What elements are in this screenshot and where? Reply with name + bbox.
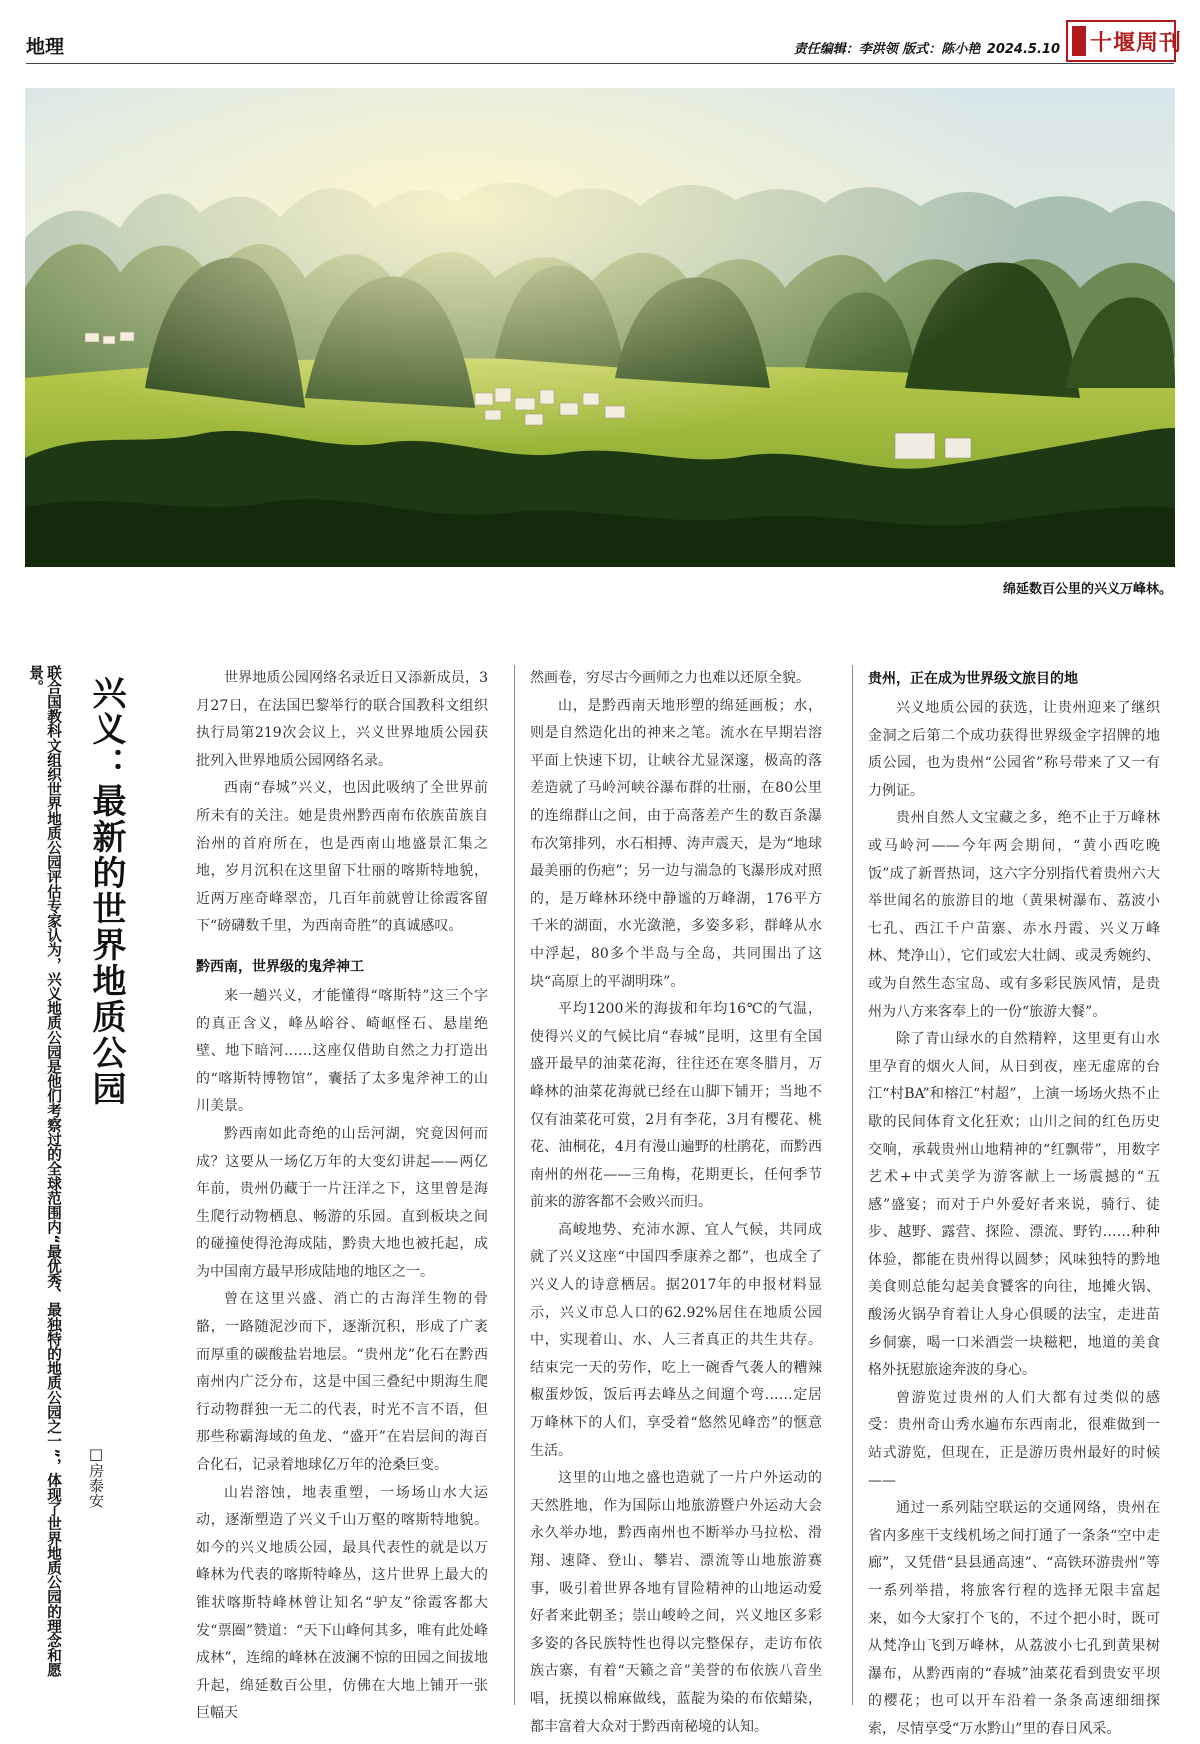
- paragraph: 曾游览过贵州的人们大都有过类似的感受：贵州奇山秀水遍布东西南北，很难做到一站式游览，但现在，正是游历贵州最好的时候——: [868, 1389, 1160, 1489]
- paragraph: 西南“春城”兴义，也因此吸纳了全世界前所未有的关注。她是贵州黔西南布依族苗族自治州的首府所在，也是西南山地盛景汇集之地，岁月沉积在这里留下壮丽的喀斯特地貌，近两万座奇峰翠峦，几百年前就曾让徐霞客留下“磅礴数千里，为西南奇胜”的真诚感叹。: [196, 780, 488, 935]
- header-divider: [26, 63, 1174, 64]
- paragraph: 山岩溶蚀，地表重塑，一场场山水大运动，逐渐塑造了兴义千山万壑的喀斯特地貌。如今的兴义地质公园，最具代表性的就是以万峰林为代表的喀斯特峰丛，这片世界上最大的锥状喀斯特峰林曾让知名“驴友”徐霞客都大发“票圈”赞道：“天下山峰何其多，唯有此处峰成林”，连绵的峰林在波澜不惊的田园之间拔地升起，绵延数百公里，仿佛在大地上铺开一张巨幅天: [196, 1484, 488, 1722]
- paragraph: 平均1200米的海拔和年均16℃的气温，使得兴义的气候比肩“春城”昆明，这里有全国盛开最早的油菜花海，往往还在寒冬腊月，万峰林的油菜花海就已经在山脚下铺开；当地不仅有油菜花可赏，2月有李花，3月有樱花、桃花、油桐花，4月有漫山遍野的杜鹃花，而黔西南州的州花——三角梅，花期更长，任何季节前来的游客都不会败兴而归。: [530, 1001, 822, 1211]
- article-title: 兴义：最新的世界地质公园: [86, 675, 126, 1107]
- article-column-1: [196, 665, 488, 1728]
- issue-date: 2024.5.10: [986, 42, 1060, 57]
- paragraph: 曾在这里兴盛、消亡的古海洋生物的骨骼，一路随泥沙而下，逐渐沉积，形成了广袤而厚重的碳酸盐岩地层。“贵州龙”化石在黔西南州内广泛分布，这是中国三叠纪中期海生爬行动物群独一无二的代表，时光不言不语，但那些称霸海域的鱼龙、“盛开”在岩层间的海百合化石，记录着地球亿万年的沧桑巨变。: [196, 1291, 488, 1474]
- photo-caption: 绵延数百公里的兴义万峰林。: [1002, 582, 1172, 597]
- paragraph: 高峻地势、充沛水源、宜人气候，共同成就了兴义这座“中国四季康养之都”，也成全了兴义人的诗意栖居。据2017年的申报材料显示，兴义市总人口的62.92%居住在地质公园中，实现着山、水、人三者真正的共生共存。结束完一天的劳作，吃上一碗香气袭人的糟辣椒蛋炒饭，饭后再去峰丛之间遛个弯……定居万峰林下的人们，享受着“悠然见峰峦”的惬意生活。: [530, 1221, 822, 1459]
- column-divider: [514, 665, 515, 1705]
- paragraph: 世界地质公园网络名录近日又添新成员，3月27日，在法国巴黎举行的联合国教科文组织执行局第219次会议上，兴义世界地质公园获批列入世界地质公园网络名录。: [196, 670, 488, 769]
- article-column-3: [868, 665, 1160, 1744]
- column-divider: [852, 665, 853, 1705]
- editor-credits-text: 责任编辑：李洪领 版式：陈小艳: [793, 42, 981, 57]
- article-header-sidebar: [24, 665, 184, 1705]
- paragraph: 山，是黔西南天地形塑的绵延画板；水，则是自然造化出的神来之笔。流水在早期岩溶平面上快速下切，让峡谷尤显深邃，极高的落差造就了马岭河峡谷瀑布群的壮丽，在80公里的连绵群山之间，由于高落差产生的数百条瀑布次第排列，水石相搏、涛声震天，是为“地球最美丽的伤疤”；另一边与湍急的飞瀑形成对照的，是万峰林环绕中静谧的万峰湖，176平方千米的湖面，水光潋滟，多姿多彩，群峰从水中浮起，80多个半岛与全岛，共同围出了这块“高原上的平湖明珠”。: [530, 697, 822, 990]
- paragraph: 这里的山地之盛也造就了一片户外运动的天然胜地，作为国际山地旅游暨户外运动大会永久举办地，黔西南州也不断举办马拉松、滑翔、速降、登山、攀岩、漂流等山地旅游赛事，吸引着世界各地有冒险精神的山地运动爱好者来此朝圣；崇山峻岭之间，兴义地区多彩多姿的各民族特性也得以完整保存，走访布依族古寨，有着“天籁之音”美誉的布依族八音坐唱，抚摸以棉麻做线，蓝靛为染的布依蜡染，都丰富着大众对于黔西南秘境的认知。: [530, 1470, 822, 1735]
- paragraph: 贵州自然人文宝藏之多，绝不止于万峰林或马岭河——今年两会期间，“黄小西吃晚饭”成了新晋热词，这六字分别指代着贵州六大举世闻名的旅游目的地（黄果树瀑布、荔波小七孔、西江千户苗寨、赤水丹霞、兴义万峰林、梵净山），它们或宏大壮阔、或灵秀婉约、或为自然生态宝岛、或有多彩民族风情，是贵州为八方来客奉上的一份“旅游大餐”。: [868, 810, 1160, 1020]
- paragraph: 然画卷，穷尽古今画师之力也难以还原全貌。: [530, 670, 810, 686]
- section-heading: 贵州，正在成为世界级文旅目的地: [868, 671, 1078, 687]
- article-author: □房泰安: [87, 1445, 105, 1508]
- section-name: 地理: [26, 36, 65, 58]
- paragraph: 来一趟兴义，才能懂得“喀斯特”这三个字的真正含义，峰丛峪谷、崎岖怪石、悬崖绝壁、地下暗河……这座仅借助自然之力打造出的“喀斯特博物馆”，囊括了太多鬼斧神工的山川美景。: [196, 987, 488, 1115]
- article-column-2: [530, 665, 822, 1741]
- logo-bar: [1072, 26, 1086, 56]
- logo-text: 十堰周刊: [1090, 30, 1183, 56]
- article-subtitle: 联合国教科文组织世界地质公园评估专家认为，兴义地质公园是他们考察过的全球范围内“最优秀、最独特的地质公园之一”，体现了世界地质公园的理念和愿景。: [27, 665, 62, 1677]
- editor-credits: [792, 38, 1060, 57]
- paragraph: 通过一系列陆空联运的交通网络，贵州在省内多座干支线机场之间打通了一条条“空中走廊”，又凭借“县县通高速”、“高铁环游贵州”等一系列举措，将旅客行程的选择无限丰富起来，如今大家打个飞的，不过个把小时，既可从梵净山飞到万峰林，从荔波小七孔到黄果树瀑布，从黔西南的“春城”油菜花看到贵安平坝的樱花；也可以开车沿着一条条高速细细探索，尽情享受“万水黔山”里的春日风采。: [868, 1500, 1160, 1737]
- paragraph: 兴义地质公园的获选，让贵州迎来了继织金洞之后第二个成功获得世界级金字招牌的地质公园，也为贵州“公园省”称号带来了又一有力例证。: [868, 700, 1160, 799]
- landscape-photo: [25, 88, 1175, 567]
- section-heading: 黔西南，世界级的鬼斧神工: [196, 958, 364, 975]
- publication-logo: [1066, 20, 1183, 62]
- paragraph: 黔西南如此奇绝的山岳河湖，究竟因何而成？这要从一场亿万年的大变幻讲起——两亿年前，贵州仍藏于一片汪洋之下，这里曾是海生爬行动物栖息、畅游的乐园。直到板块之间的碰撞使得沧海成陆，黔贵大地也被托起，成为中国南方最早形成陆地的地区之一。: [196, 1125, 488, 1280]
- paragraph: 除了青山绿水的自然精粹，这里更有山水里孕育的烟火人间，从日到夜，座无虚席的台江“村BA”和榕江“村超”，上演一场场火热不止歇的民间体育文化狂欢；山川之间的红色历史交响，承载贵州山地精神的“红飘带”，用数字艺术+中式美学为游客献上一场震撼的“五感”盛宴；而对于户外爱好者来说，骑行、徒步、越野、露营、探险、漂流、野钓……种种体验，都能在贵州得以圆梦；风味独特的黔地美食则总能勾起美食饕客的向往，地摊火锅、酸汤火锅孕育着让人身心俱暖的法宝，走进苗乡侗寨，喝一口米酒尝一块糍粑，地道的美食格外抚慰旅途奔波的身心。: [868, 1031, 1160, 1379]
